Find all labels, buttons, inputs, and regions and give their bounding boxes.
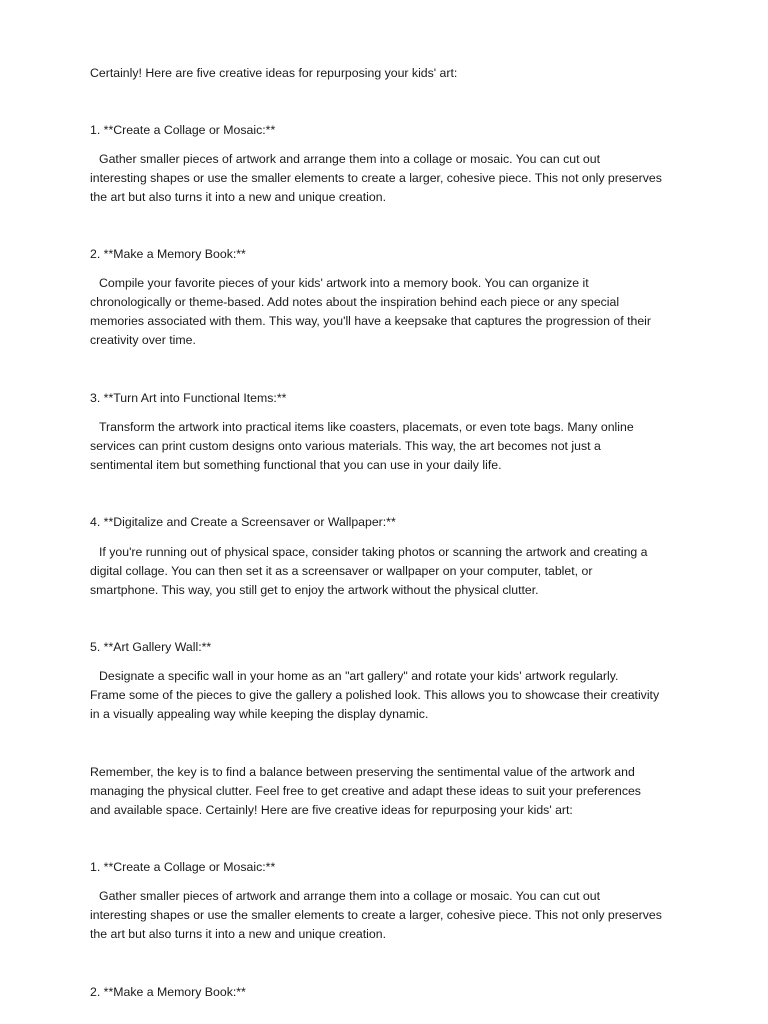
- section-3-line-2: services can print custom designs onto various materials. This way, the art becomes not just a: [90, 439, 601, 453]
- section-3-heading: 3. **Turn Art into Functional Items:**: [90, 391, 287, 405]
- closing-line-2: managing the physical clutter. Feel free to get creative and adapt these ideas to suit your preferences: [90, 784, 641, 798]
- section-1-line-1: Gather smaller pieces of artwork and arrange them into a collage or mosaic. You can cut out: [99, 152, 601, 166]
- repeat-section-1-heading: 1. **Create a Collage or Mosaic:**: [90, 860, 276, 874]
- section-1-line-2: interesting shapes or use the smaller elements to create a larger, cohesive piece. This not only preserves: [90, 171, 662, 185]
- section-5-line-1: Designate a specific wall in your home as an "art gallery" and rotate your kids' artwork regularly.: [99, 669, 619, 683]
- section-5-line-3: in a visually appealing way while keeping the display dynamic.: [90, 707, 429, 721]
- section-4-line-1: If you're running out of physical space, consider taking photos or scanning the artwork and creating a: [99, 545, 648, 559]
- closing-line-3: and available space. Certainly! Here are five creative ideas for repurposing your kids' art:: [90, 803, 573, 817]
- section-1-line-3: the art but also turns it into a new and unique creation.: [90, 190, 386, 204]
- section-5-heading: 5. **Art Gallery Wall:**: [90, 640, 212, 654]
- section-1-heading: 1. **Create a Collage or Mosaic:**: [90, 123, 276, 137]
- repeat-section-1-line-3: the art but also turns it into a new and unique creation.: [90, 927, 386, 941]
- section-5-line-2: Frame some of the pieces to give the gallery a polished look. This allows you to showcase their creativity: [90, 688, 660, 702]
- repeat-section-1-line-2: interesting shapes or use the smaller elements to create a larger, cohesive piece. This not only preserves: [90, 908, 662, 922]
- closing-line-1: Remember, the key is to find a balance between preserving the sentimental value of the artwork and: [90, 765, 635, 779]
- section-3-line-3: sentimental item but something functional that you can use in your daily life.: [90, 458, 502, 472]
- section-2-line-4: creativity over time.: [90, 333, 196, 347]
- intro-text: Certainly! Here are five creative ideas for repurposing your kids' art:: [90, 66, 458, 80]
- repeat-section-2-heading: 2. **Make a Memory Book:**: [90, 985, 246, 999]
- section-4-line-2: digital collage. You can then set it as a screensaver or wallpaper on your computer, tablet, or: [90, 564, 593, 578]
- section-4-heading: 4. **Digitalize and Create a Screensaver or Wallpaper:**: [90, 515, 396, 529]
- section-3-line-1: Transform the artwork into practical items like coasters, placemats, or even tote bags. Many online: [99, 420, 634, 434]
- section-2-heading: 2. **Make a Memory Book:**: [90, 247, 246, 261]
- section-2-line-2: chronologically or theme-based. Add notes about the inspiration behind each piece or any special: [90, 295, 620, 309]
- repeat-section-1-line-1: Gather smaller pieces of artwork and arrange them into a collage or mosaic. You can cut out: [99, 889, 601, 903]
- section-2-line-1: Compile your favorite pieces of your kids' artwork into a memory book. You can organize it: [99, 276, 589, 290]
- section-2-line-3: memories associated with them. This way, you'll have a keepsake that captures the progression of their: [90, 314, 651, 328]
- section-4-line-3: smartphone. This way, you still get to enjoy the artwork without the physical clutter.: [90, 583, 539, 597]
